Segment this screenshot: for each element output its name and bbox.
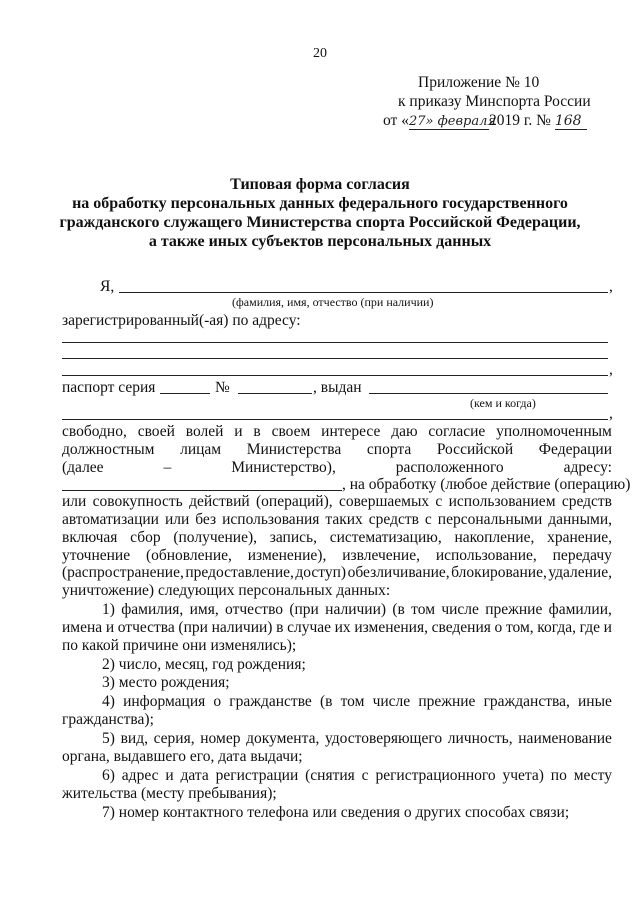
word: в [276,619,284,636]
consent-line-2 [62,441,612,459]
word: адрес [121,767,159,784]
page-number: 20 [313,46,327,61]
word: и [105,619,115,636]
word: уполномоченным [496,423,612,440]
word: данными, [548,511,612,528]
item-1-line-2 [62,619,612,637]
word: или [62,493,87,510]
word: интересе [321,423,381,440]
word: (при [289,601,319,618]
word: предоставление, [185,564,294,581]
word: гражданства, [483,693,570,710]
word: своем [271,423,311,440]
word: без [195,511,217,528]
word: (в [392,601,405,618]
word: – [163,459,172,476]
word: волей [185,423,224,440]
issued-label: , выдан [313,379,362,396]
consent-line-6 [62,511,612,529]
word: удостоверяющего [324,730,443,747]
issued-comma: , [609,405,613,422]
word: извлечение, [342,547,420,564]
word: таких [325,511,363,528]
i-label: Я, [100,278,115,295]
item-5-line-1 [102,730,612,748]
word: информация [123,693,206,710]
address-line-3[interactable] [62,375,608,376]
address-line-1[interactable] [62,342,608,343]
word: личность, [447,730,513,747]
word: наличии) [325,601,387,618]
word: вид, [120,730,148,747]
word: удаление, [548,564,612,581]
word: том [411,601,436,618]
word: с [435,493,443,510]
word: фамилии, [548,601,612,618]
item-7: 7) номер контактного телефона или сведения о других способах связи; [102,804,570,821]
fio-input-line[interactable] [119,292,608,293]
word: и [603,619,612,636]
consent-line-7 [62,529,612,547]
word: Министерства [246,441,342,458]
word: изменения, [354,619,428,636]
word: (далее [62,459,104,476]
word: лицам [180,441,222,458]
word: свободно, [62,423,127,440]
date-suffix: 2019 г. № [488,112,551,129]
word: номер [200,730,241,747]
word: доступ) [295,564,347,581]
registered-label: зарегистрированный(-ая) по адресу: [62,312,301,329]
word: уточнение [62,547,131,564]
passport-series-label: паспорт серия [62,379,156,396]
word: изменение), [247,547,327,564]
word: Федерации [538,441,612,458]
passport-series-field[interactable] [160,393,210,394]
word: прежние [485,601,543,618]
word: 4) [102,693,115,710]
word: прежние [418,693,476,710]
word: совокупность [92,493,183,510]
word: отчества [117,619,175,636]
consent-line-1 [62,423,612,441]
consent-line-8 [62,547,612,565]
word: о [494,619,503,636]
word: иные [577,693,612,710]
word: 5) [102,730,115,747]
word: имена [62,619,103,636]
item-6-line-2: жительства (месту пребывания); [62,785,277,802]
word: (распространение, [62,564,184,581]
address-line-2[interactable] [62,358,608,359]
word: действий [189,493,250,510]
word: передачу [552,547,612,564]
item-2: 2) число, месяц, год рождения; [102,656,306,673]
word: документа, [246,730,320,747]
consent-line-9 [62,564,612,582]
word: о [213,693,222,710]
word: том [340,693,365,710]
word: с [424,511,432,528]
word: 1) [102,601,115,618]
word: Министерство), [231,459,336,476]
form-title-line-4: а также иных субъектов персональных данных [148,233,492,250]
word: блокирование, [451,564,547,581]
form-title-line-2: на обработку персональных данных федерального государственного [72,195,568,212]
word: сбор [130,529,161,546]
issued-by-field[interactable] [369,393,608,394]
passport-number-field[interactable] [238,393,312,394]
word: сведения [431,619,491,636]
word: когда, [537,619,577,636]
word: отчество [225,601,284,618]
item-3: 3) место рождения; [102,674,230,691]
word: средств [368,511,419,528]
word: хранение, [547,529,612,546]
word: 6) [102,767,115,784]
word: своей [137,423,175,440]
consent-line-5 [62,493,612,511]
word: или [164,511,190,528]
date-prefix: от « [383,112,409,129]
word: гражданстве [229,693,312,710]
issued-caption: (кем и когда) [470,396,536,410]
consent-line-10: уничтожение) следующих персональных данных: [62,582,391,599]
item-4-line-1 [102,693,612,711]
word: по [550,767,567,784]
word: их [334,619,351,636]
word: расположенного [395,459,504,476]
word: случае [287,619,331,636]
word: наименование [518,730,612,747]
word: использования [222,511,320,528]
consent-line-4: , на обработку (любое действие (операцию) [342,476,631,493]
appendix-line-1: Приложение № 10 [418,74,540,91]
word: адресу: [563,459,612,476]
passport-no-label: № [215,379,230,396]
appendix-line-2: к приказу Минспорта России [398,93,591,110]
word: согласие [428,423,486,440]
word: регистрации [215,767,299,784]
word: обезличивание, [347,564,450,581]
word: (снятия [305,767,355,784]
word: в [253,423,261,440]
form-title-line-3: гражданского служащего Министерства спорта Российской Федерации, [59,214,581,231]
word: фамилия, [121,601,184,618]
issued-by-field-2[interactable] [62,419,608,420]
word: числе [372,693,411,710]
word: и [234,423,243,440]
word: использованием [448,493,556,510]
word: должностным [62,441,155,458]
word: использование, [435,547,537,564]
word: числе [441,601,479,618]
word: наличии) [211,619,273,636]
word: (в [319,693,333,710]
word: включая [62,529,118,546]
word: учета) [502,767,544,784]
word: (операций), [256,493,333,510]
word: дата [180,767,209,784]
word: автоматизации [62,511,159,528]
word: месту [573,767,612,784]
item-5-line-2: органа, выдавшего его, дата выдачи; [62,748,303,765]
ministry-address-field[interactable] [62,490,342,491]
word: (получение), [173,529,257,546]
address-comma: , [609,361,613,378]
word: регистрационного [375,767,496,784]
word: с [361,767,369,784]
item-6-line-1 [102,767,612,785]
word: даю [391,423,418,440]
word: где [579,619,601,636]
word: накопление, [454,529,535,546]
form-title-line-1: Типовая форма согласия [230,176,410,193]
item-1-line-1 [102,601,612,619]
word: персональными [437,511,543,528]
word: и [165,767,174,784]
consent-line-3 [62,459,612,477]
fio-comma: , [609,278,613,295]
word: средств [561,493,612,510]
word: совершаемых [338,493,430,510]
appendix-date-line [383,112,587,130]
word: систематизацию, [329,529,442,546]
word: имя, [189,601,219,618]
word: запись, [269,529,317,546]
word: спорта [366,441,412,458]
order-number-handwritten: 168 [555,113,587,130]
fio-caption: (фамилия, имя, отчество (при наличии) [232,295,434,309]
word: серия, [153,730,195,747]
item-4-line-2: гражданства); [62,711,154,728]
word: (обновление, [145,547,232,564]
word: (при [178,619,208,636]
item-1-line-3: по какой причине они изменялись); [62,637,297,654]
word: Российской [436,441,514,458]
date-handwritten: 27» февраля [408,114,496,129]
word: том, [505,619,534,636]
